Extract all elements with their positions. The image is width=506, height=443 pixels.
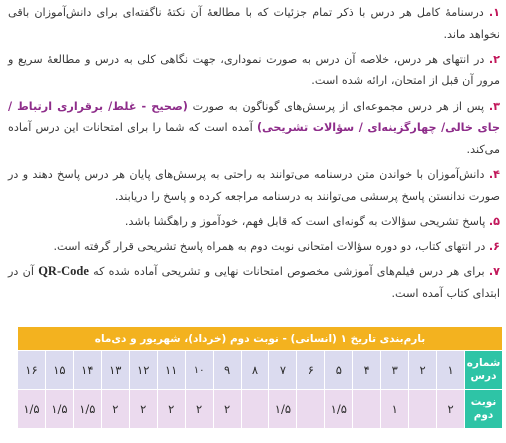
lesson-cell: ۱۰ xyxy=(185,351,213,390)
score-cell: ۲ xyxy=(185,390,213,429)
lesson-cell: ۴ xyxy=(353,351,381,390)
score-cell: ۱/۵ xyxy=(18,390,46,429)
second-term-header: نوبت دوم xyxy=(465,390,503,429)
score-cell: ۱/۵ xyxy=(269,390,297,429)
lesson-cell: ۸ xyxy=(241,351,269,390)
lesson-cell: ۳ xyxy=(381,351,409,390)
score-cell xyxy=(297,390,325,429)
lesson-number-row xyxy=(18,351,503,390)
item-number: ۲. xyxy=(488,52,500,66)
lesson-cell: ۲ xyxy=(409,351,437,390)
score-cell: ۱/۵ xyxy=(73,390,101,429)
lesson-cell: ۵ xyxy=(325,351,353,390)
lesson-cell: ۱۱ xyxy=(157,351,185,390)
list-item xyxy=(8,236,500,258)
table-title: بارم‌بندی تاریخ ۱ (انسانی) - نوبت دوم (خرداد)، شهریور و دی‌ماه xyxy=(18,327,503,351)
list-item xyxy=(8,211,500,233)
lesson-cell: ۱۳ xyxy=(101,351,129,390)
lesson-cell: ۱۶ xyxy=(18,351,46,390)
score-cell: ۱/۵ xyxy=(45,390,73,429)
qr-code-label: QR-Code xyxy=(38,264,89,279)
list-item xyxy=(8,96,500,161)
item-number: ۶. xyxy=(488,239,500,253)
score-cell: ۲ xyxy=(437,390,465,429)
score-cell: ۲ xyxy=(101,390,129,429)
features-list xyxy=(8,2,500,308)
table-title-row xyxy=(18,327,503,351)
lesson-number-header: شماره درس xyxy=(465,351,503,390)
item-text: پاسخ تشریحی سؤالات به گونه‌ای است که قابل فهم، خودآموز و راهگشا باشد. xyxy=(124,214,486,228)
score-cell: ۲ xyxy=(129,390,157,429)
lesson-cell: ۱۴ xyxy=(73,351,101,390)
question-types-highlight: (صحیح - غلط/ برقراری ارتباط / جای خالی/ چهارگزینه‌ای / سؤالات تشریحی) xyxy=(8,99,501,135)
item-text: برای هر درس فیلم‌های آموزشی مخصوص امتحانات نهایی و تشریحی آماده شده که xyxy=(93,265,485,279)
item-number: ۵. xyxy=(488,214,500,228)
item-text: در انتهای هر درس، خلاصه آن درس به صورت نموداری، جهت نگاهی کلی به درس و مطالعهٔ سریع و مرور آن قبل از امتحان، ارائه شده است. xyxy=(8,52,500,88)
item-number: ۱. xyxy=(488,6,500,19)
item-number: ۳. xyxy=(488,99,500,113)
item-number: ۴. xyxy=(488,167,500,181)
item-text: آمده است که شما را برای امتحانات این درس آماده می‌کند. xyxy=(8,121,500,156)
score-cell: ۲ xyxy=(157,390,185,429)
lesson-cell: ۱ xyxy=(437,351,465,390)
item-number: ۷. xyxy=(488,265,500,279)
score-distribution-table xyxy=(17,326,503,429)
lesson-cell: ۱۲ xyxy=(129,351,157,390)
lesson-cell: ۹ xyxy=(213,351,241,390)
list-item xyxy=(8,49,500,92)
list-item xyxy=(8,261,500,304)
lesson-cell: ۱۵ xyxy=(45,351,73,390)
item-text: دانش‌آموزان با خواندن متن درسنامه می‌توانند به راحتی به پرسش‌های پایان هر درس پاسخ دهند و در صورت ندانستن پاسخ پرسشی می‌توانند به درسنامه مراجعه کرده و پاسخ را دریابند. xyxy=(8,167,500,203)
item-text: در انتهای کتاب، دو دوره سؤالات امتحانی نوبت دوم به همراه پاسخ تشریحی قرار گرفته است. xyxy=(53,239,486,253)
list-item xyxy=(8,164,500,207)
score-cell: ۱ xyxy=(381,390,409,429)
lesson-cell: ۷ xyxy=(269,351,297,390)
score-cell xyxy=(241,390,269,429)
score-cell xyxy=(409,390,437,429)
lesson-cell: ۶ xyxy=(297,351,325,390)
list-item xyxy=(8,2,500,45)
item-text: آن در ابتدای کتاب آمده است. xyxy=(8,265,500,300)
item-text: پس از هر درس مجموعه‌ای از پرسش‌های گوناگون به صورت xyxy=(192,99,485,113)
score-cell xyxy=(353,390,381,429)
second-term-score-row xyxy=(18,390,503,429)
item-text: درسنامهٔ کامل هر درس با ذکر تمام جزئیات که با مطالعهٔ آن نکتهٔ ناگفته‌ای برای دانش‌آموزان باقی نخواهد ماند. xyxy=(8,6,500,41)
score-cell: ۲ xyxy=(213,390,241,429)
score-cell: ۱/۵ xyxy=(325,390,353,429)
